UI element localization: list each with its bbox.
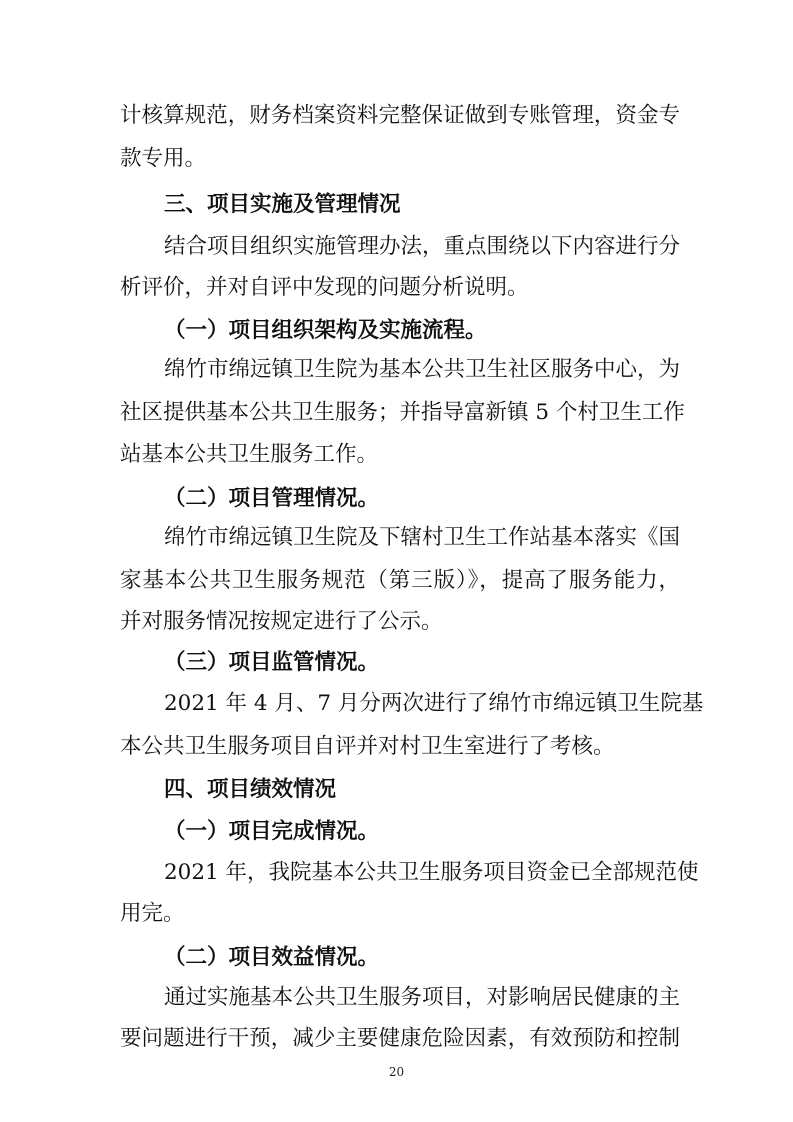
body-text-line: 绵竹市绵远镇卫生院为基本公共卫生社区服务中心，为 [164,357,681,382]
subsection-heading: （二）项目效益情况。 [164,945,380,970]
body-text-line: 社区提供基本公共卫生服务；并指导富新镇 5 个村卫生工作 [120,400,685,425]
body-text-line: 款专用。 [120,146,207,171]
body-text-line: 2021 年 4 月、7 月分两次进行了绵竹市绵远镇卫生院基 [164,691,704,716]
body-text-line: 站基本公共卫生服务工作。 [120,442,379,467]
body-text-line: 计核算规范，财务档案资料完整保证做到专账管理，资金专 [120,103,680,128]
subsection-heading: （二）项目管理情况。 [164,486,380,511]
subsection-heading: （一）项目组织架构及实施流程。 [164,318,487,343]
body-text-line: 并对服务情况按规定进行了公示。 [120,609,443,634]
body-text-line: 2021 年，我院基本公共卫生服务项目资金已全部规范使 [164,860,699,885]
page-number: 20 [388,1065,405,1079]
body-text-line: 本公共卫生服务项目自评并对村卫生室进行了考核。 [120,734,615,759]
body-text-line: 家基本公共卫生服务规范（第三版）》，提高了服务能力， [120,568,680,593]
body-text-line: 绵竹市绵远镇卫生院及下辖村卫生工作站基本落实《国 [164,525,681,550]
subsection-heading: （三）项目监管情况。 [164,650,380,675]
subsection-heading: （一）项目完成情况。 [164,819,380,844]
section-heading: 三、项目实施及管理情况 [164,192,401,217]
body-text-line: 要问题进行干预，减少主要健康危险因素，有效预防和控制 [120,1026,680,1051]
body-text-line: 用完。 [120,901,185,926]
body-text-line: 通过实施基本公共卫生服务项目，对影响居民健康的主 [164,985,681,1010]
body-text-line: 结合项目组织实施管理办法，重点围绕以下内容进行分 [164,234,681,259]
body-text-line: 析评价，并对自评中发现的问题分析说明。 [120,275,529,300]
section-heading: 四、项目绩效情况 [164,777,337,802]
